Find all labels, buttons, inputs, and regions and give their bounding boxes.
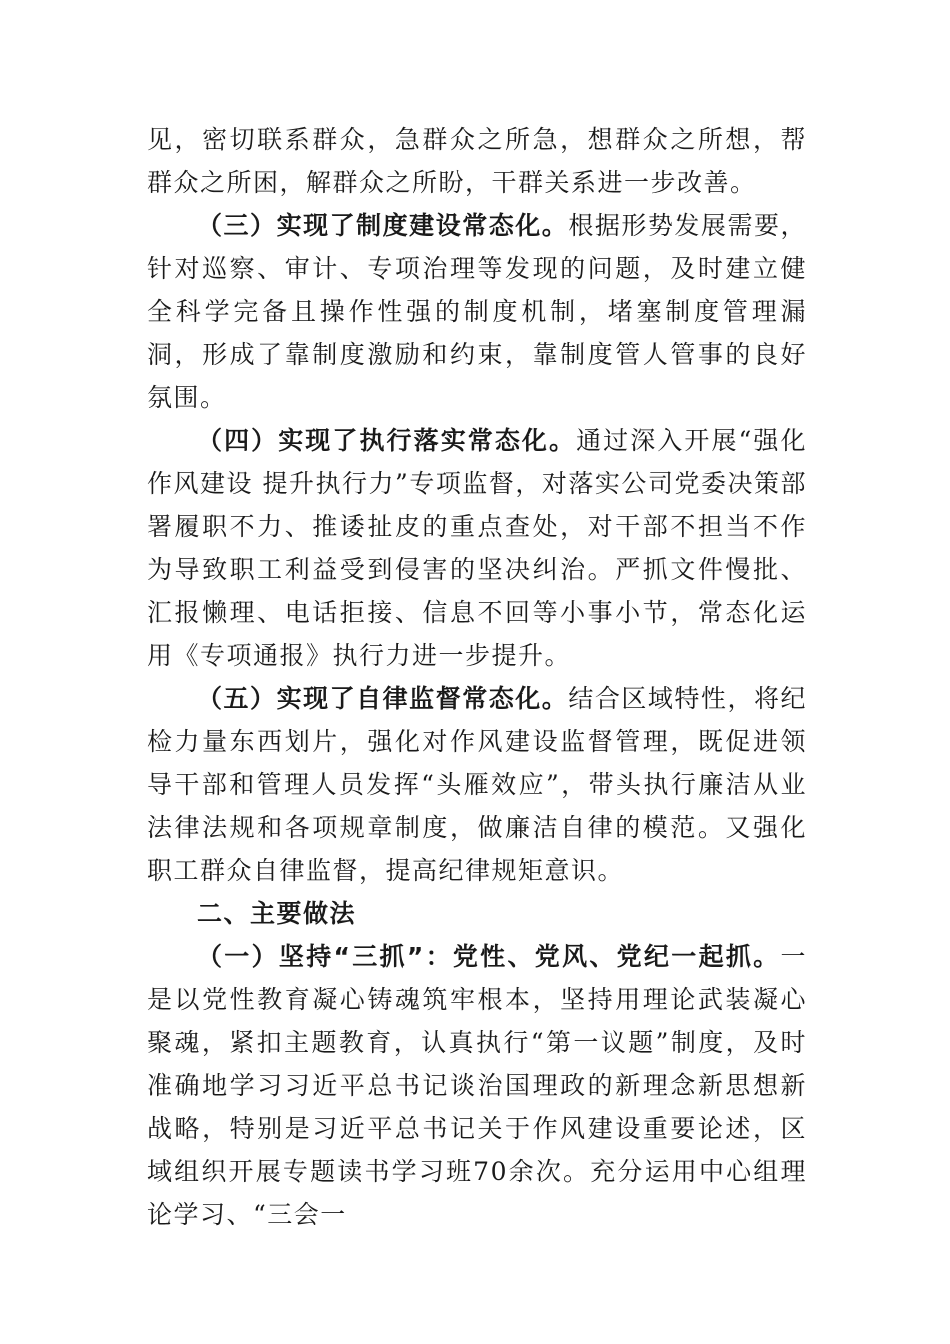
paragraph-body: 一是以党性教育凝心铸魂筑牢根本，坚持用理论武装凝心聚魂，紧扣主题教育，认真执行“第一议题”制度，及时准确地学习习近平总书记谈治国理政的新理念新思想新战略，特别是习近平总书记关于作风建设重要论述，区域组织开展专题读书学习班70余次。充分运用中心组理论学习、“三会一 <box>147 942 807 1229</box>
document-body <box>147 118 807 1236</box>
paragraph-body: 结合区域特性，将纪检力量东西划片，强化对作风建设监督管理，既促进领导干部和管理人员发挥“头雁效应”，带头执行廉洁从业法律法规和各项规章制度，做廉洁自律的模范。又强化职工群众自律监督，提高纪律规矩意识。 <box>147 684 807 885</box>
paragraph-self-discipline <box>147 677 807 892</box>
paragraph-body: 通过深入开展“强化作风建设 提升执行力”专项监督，对落实公司党委决策部署履职不力、推诿扯皮的重点查处，对干部不担当不作为导致职工利益受到侵害的坚决纠治。严抓文件慢批、汇报懒理、电话拒接、信息不回等小事小节，常态化运用《专项通报》执行力进一步提升。 <box>147 426 807 670</box>
paragraph-continuation <box>147 118 807 204</box>
paragraph-execution <box>147 419 807 677</box>
paragraph-three-grasps <box>147 935 807 1236</box>
paragraph-subtitle: （三）实现了制度建设常态化。 <box>197 211 569 240</box>
paragraph-body: 根据形势发展需要，针对巡察、审计、专项治理等发现的问题，及时建立健全科学完备且操作性强的制度机制，堵塞制度管理漏洞，形成了靠制度激励和约束，靠制度管人管事的良好氛围。 <box>147 211 807 412</box>
section-heading: 二、主要做法 <box>197 899 357 928</box>
paragraph-institution-building <box>147 204 807 419</box>
paragraph-body: 见，密切联系群众，急群众之所急，想群众之所想，帮群众之所困，解群众之所盼，干群关系进一步改善。 <box>147 125 807 197</box>
paragraph-subtitle: （四）实现了执行落实常态化。 <box>197 426 577 455</box>
paragraph-subtitle: （一）坚持“三抓”：党性、党风、党纪一起抓。 <box>197 942 781 971</box>
paragraph-subtitle: （五）实现了自律监督常态化。 <box>197 684 569 713</box>
